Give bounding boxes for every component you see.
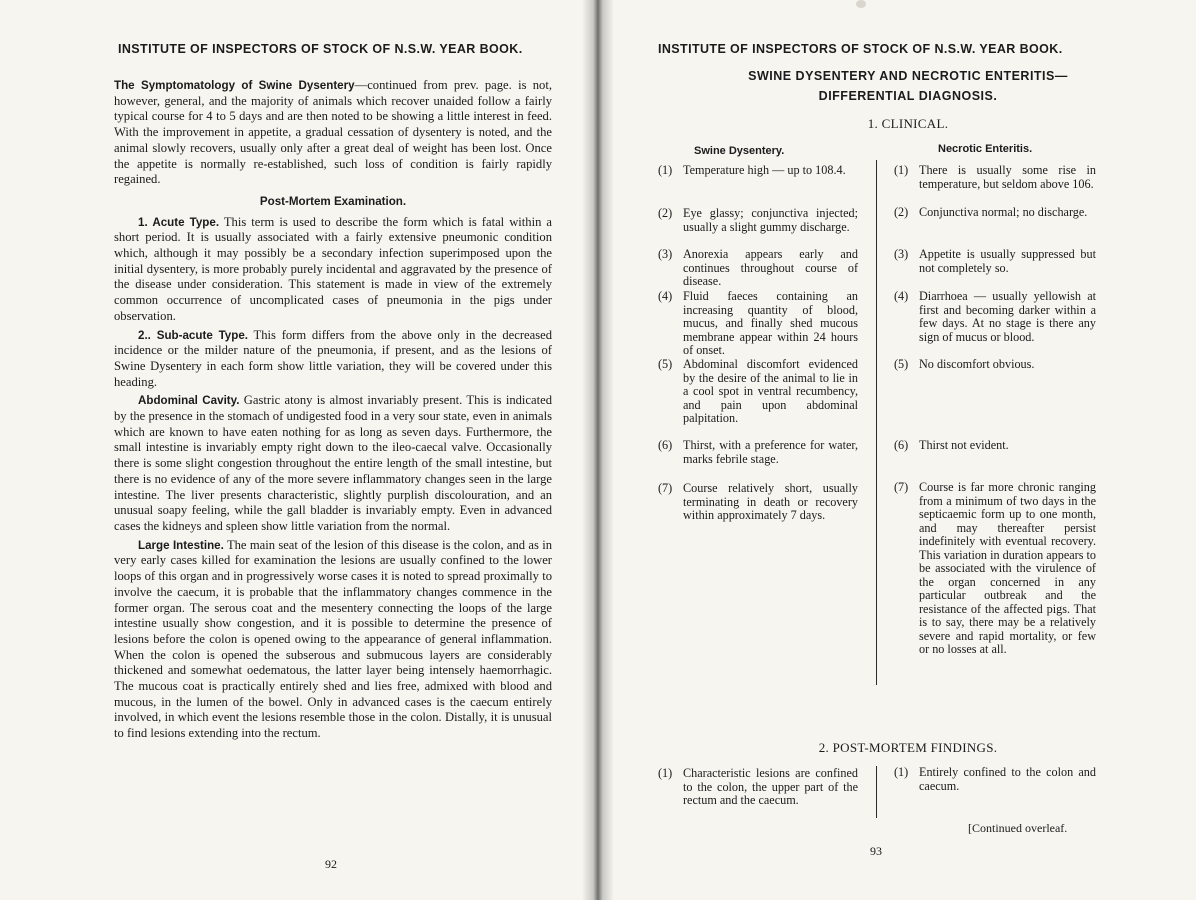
post-mortem-heading: Post-Mortem Examination.: [259, 194, 407, 208]
differential-diagnosis-title: [658, 66, 1158, 106]
acute-paragraph: [114, 215, 552, 325]
intro-paragraph: [114, 78, 552, 188]
clinical-left-item: (7) Course relatively short, usually terminating in death or recovery within approximately 7 days.: [658, 481, 858, 522]
subacute-text: This form differs from the above only in the decreased incidence or the milder nature of the pneumonia, if present, and as the lesions of Swine Dysentery in each form show little variation, they will be covered under this heading.: [114, 327, 552, 389]
clinical-left-item: (5) Abdominal discomfort evidenced by the desire of the animal to lie in a cool spot in ventral recumbency, and pain upon abdominal palpitation.: [658, 357, 858, 425]
title-line-1: SWINE DYSENTERY AND NECROTIC ENTERITIS—: [748, 69, 1068, 83]
clinical-left-item: (4) Fluid faeces containing an increasing quantity of blood, mucus, and finally shed mucous membrane appear within 24 hours of onset.: [658, 289, 858, 357]
clinical-left-item: (1) Temperature high — up to 108.4.: [658, 163, 846, 177]
left-page-number: 92: [325, 857, 337, 871]
left-running-header: INSTITUTE OF INSPECTORS OF STOCK OF N.S.W. YEAR BOOK.: [118, 42, 523, 56]
book-gutter-shadow: [582, 0, 614, 900]
clinical-right-item: (4) Diarrhoea — usually yellowish at first and becoming darker within a few days. At no stage is there any sign of mucus or blood.: [894, 289, 1096, 344]
clinical-left-item: (6) Thirst, with a preference for water, marks febrile stage.: [658, 438, 858, 466]
abdominal-paragraph: [114, 393, 552, 534]
acute-text: This term is used to describe the form which is fatal within a short period. It is usually associated with a fairly extensive pneumonic condition which, although it may possibly be a secondary infection superimposed upon the initial dysentery, is more probably purely incidental and aggravated by the presence of the disease under consideration. This statement is made in view of the extremely common occurrence of uncomplicated cases of pneumonia in the pigs under observation.: [114, 214, 552, 323]
abdominal-text: Gastric atony is almost invariably present. This is indicated by the presence in the stomach of undigested food in a very sour state, even in animals which are known to have eaten nothing for as long as seven days. Furthermore, the small intestine is invariably empty right down to the ileo-caecal valve. Occasionally there is some slight congestion throughout the entire length of the small intestine, but there is no evidence of any of the more severe inflammatory changes seen in the large intestine. The liver presents characteristic, slightly purplish discolouration, and an unusual soapy feeling, while the gall bladder is invariably empty. Even in advanced cases the kidneys and spleen show little variation from the normal.: [114, 393, 552, 533]
clinical-right-item: (5) No discomfort obvious.: [894, 357, 1035, 371]
left-body-text: [114, 78, 552, 742]
clinical-right-item: (1) There is usually some rise in temperature, but seldom above 106.: [894, 163, 1096, 191]
post-mortem-divider: [876, 766, 877, 818]
clinical-left-item: (3) Anorexia appears early and continues throughout course of disease.: [658, 247, 858, 288]
section-clinical-heading: 1. CLINICAL.: [867, 116, 949, 131]
large-intestine-heading: Large Intestine.: [138, 538, 224, 552]
column-divider: [876, 160, 877, 685]
clinical-left-item: (2) Eye glassy; conjunctiva injected; usually a slight gummy discharge.: [658, 206, 858, 234]
abdominal-heading: Abdominal Cavity.: [138, 394, 240, 408]
section-post-mortem-heading: 2. POST-MORTEM FINDINGS.: [818, 740, 998, 755]
title-line-2: DIFFERENTIAL DIAGNOSIS.: [818, 89, 998, 103]
right-running-header: INSTITUTE OF INSPECTORS OF STOCK OF N.S.W. YEAR BOOK.: [658, 42, 1063, 56]
intro-heading: The Symptomatology of Swine Dysentery: [114, 79, 355, 92]
column-head-necrotic-enteritis: Necrotic Enteritis.: [938, 143, 1033, 155]
clinical-right-item: (7) Course is far more chronic ranging from a minimum of two days in the septicaemic form up to one month, and may thereafter persist indefinitely with eventual recovery. This variation in duration appears to be associated with the virulence of the organ concerned in any particular outbreak and the resistance of the affected pigs. That is to say, there may be a relatively severe and rapid mortality, or few or no losses at all.: [894, 480, 1097, 656]
clinical-right-item: (3) Appetite is usually suppressed but not completely so.: [894, 247, 1096, 275]
page-smudge: [856, 0, 866, 8]
right-page-number: 93: [870, 844, 882, 858]
clinical-right-item: (6) Thirst not evident.: [894, 438, 1009, 452]
post-mortem-left-item: (1) Characteristic lesions are confined to the colon, the upper part of the rectum and the caecum.: [658, 766, 858, 807]
large-intestine-text: The main seat of the lesion of this disease is the colon, and as in very early cases killed for examination the lesions are usually confined to the lower loops of this organ and in progressively worse cases it is noted to spread proximally to involve the caecum, it is probable that the inflammatory changes commence in the former organ. The serous coat and the mesentery connecting the loops of the large intestine usually show congestion, and it is possible to determine the presence of lesions before the colon is opened owing to the appearance of general inflammation. When the colon is opened the subserous and submucous layers are considerably thickened and somewhat oedematous, the latter layer being intensely haemorrhagic. The mucous coat is practically entirely shed and lies free, admixed with blood and mucous, in the lumen of the bowel. Only in advanced cases is the caecum entirely involved, in which event the lesions resemble those in the colon. Distally, it is unusual to find lesions extending into the rectum.: [114, 537, 553, 741]
acute-heading: 1. Acute Type.: [138, 215, 220, 229]
post-mortem-right-item: (1) Entirely confined to the colon and caecum.: [894, 765, 1096, 793]
subacute-heading: 2.. Sub-acute Type.: [138, 328, 249, 342]
intro-text: —continued from prev. page. is not, however, general, and the majority of animals which recover unaided follow a fairly typical course for 4 to 5 days and are then noted to be showing a little interest in feed. With the improvement in appetite, a gradual cessation of dysentery is noted, and the animal slowly recovers, usually only after a great deal of weight has been lost. Once the appetite is normally re-established, such loss of condition is fairly rapidly regained.: [114, 78, 553, 187]
continued-overleaf-note: [Continued overleaf.: [968, 821, 1068, 835]
column-head-swine-dysentery: Swine Dysentery.: [694, 145, 785, 157]
large-intestine-paragraph: [114, 538, 552, 742]
clinical-right-item: (2) Conjunctiva normal; no discharge.: [894, 205, 1088, 219]
subacute-paragraph: [114, 328, 552, 391]
right-page: [598, 0, 1196, 900]
